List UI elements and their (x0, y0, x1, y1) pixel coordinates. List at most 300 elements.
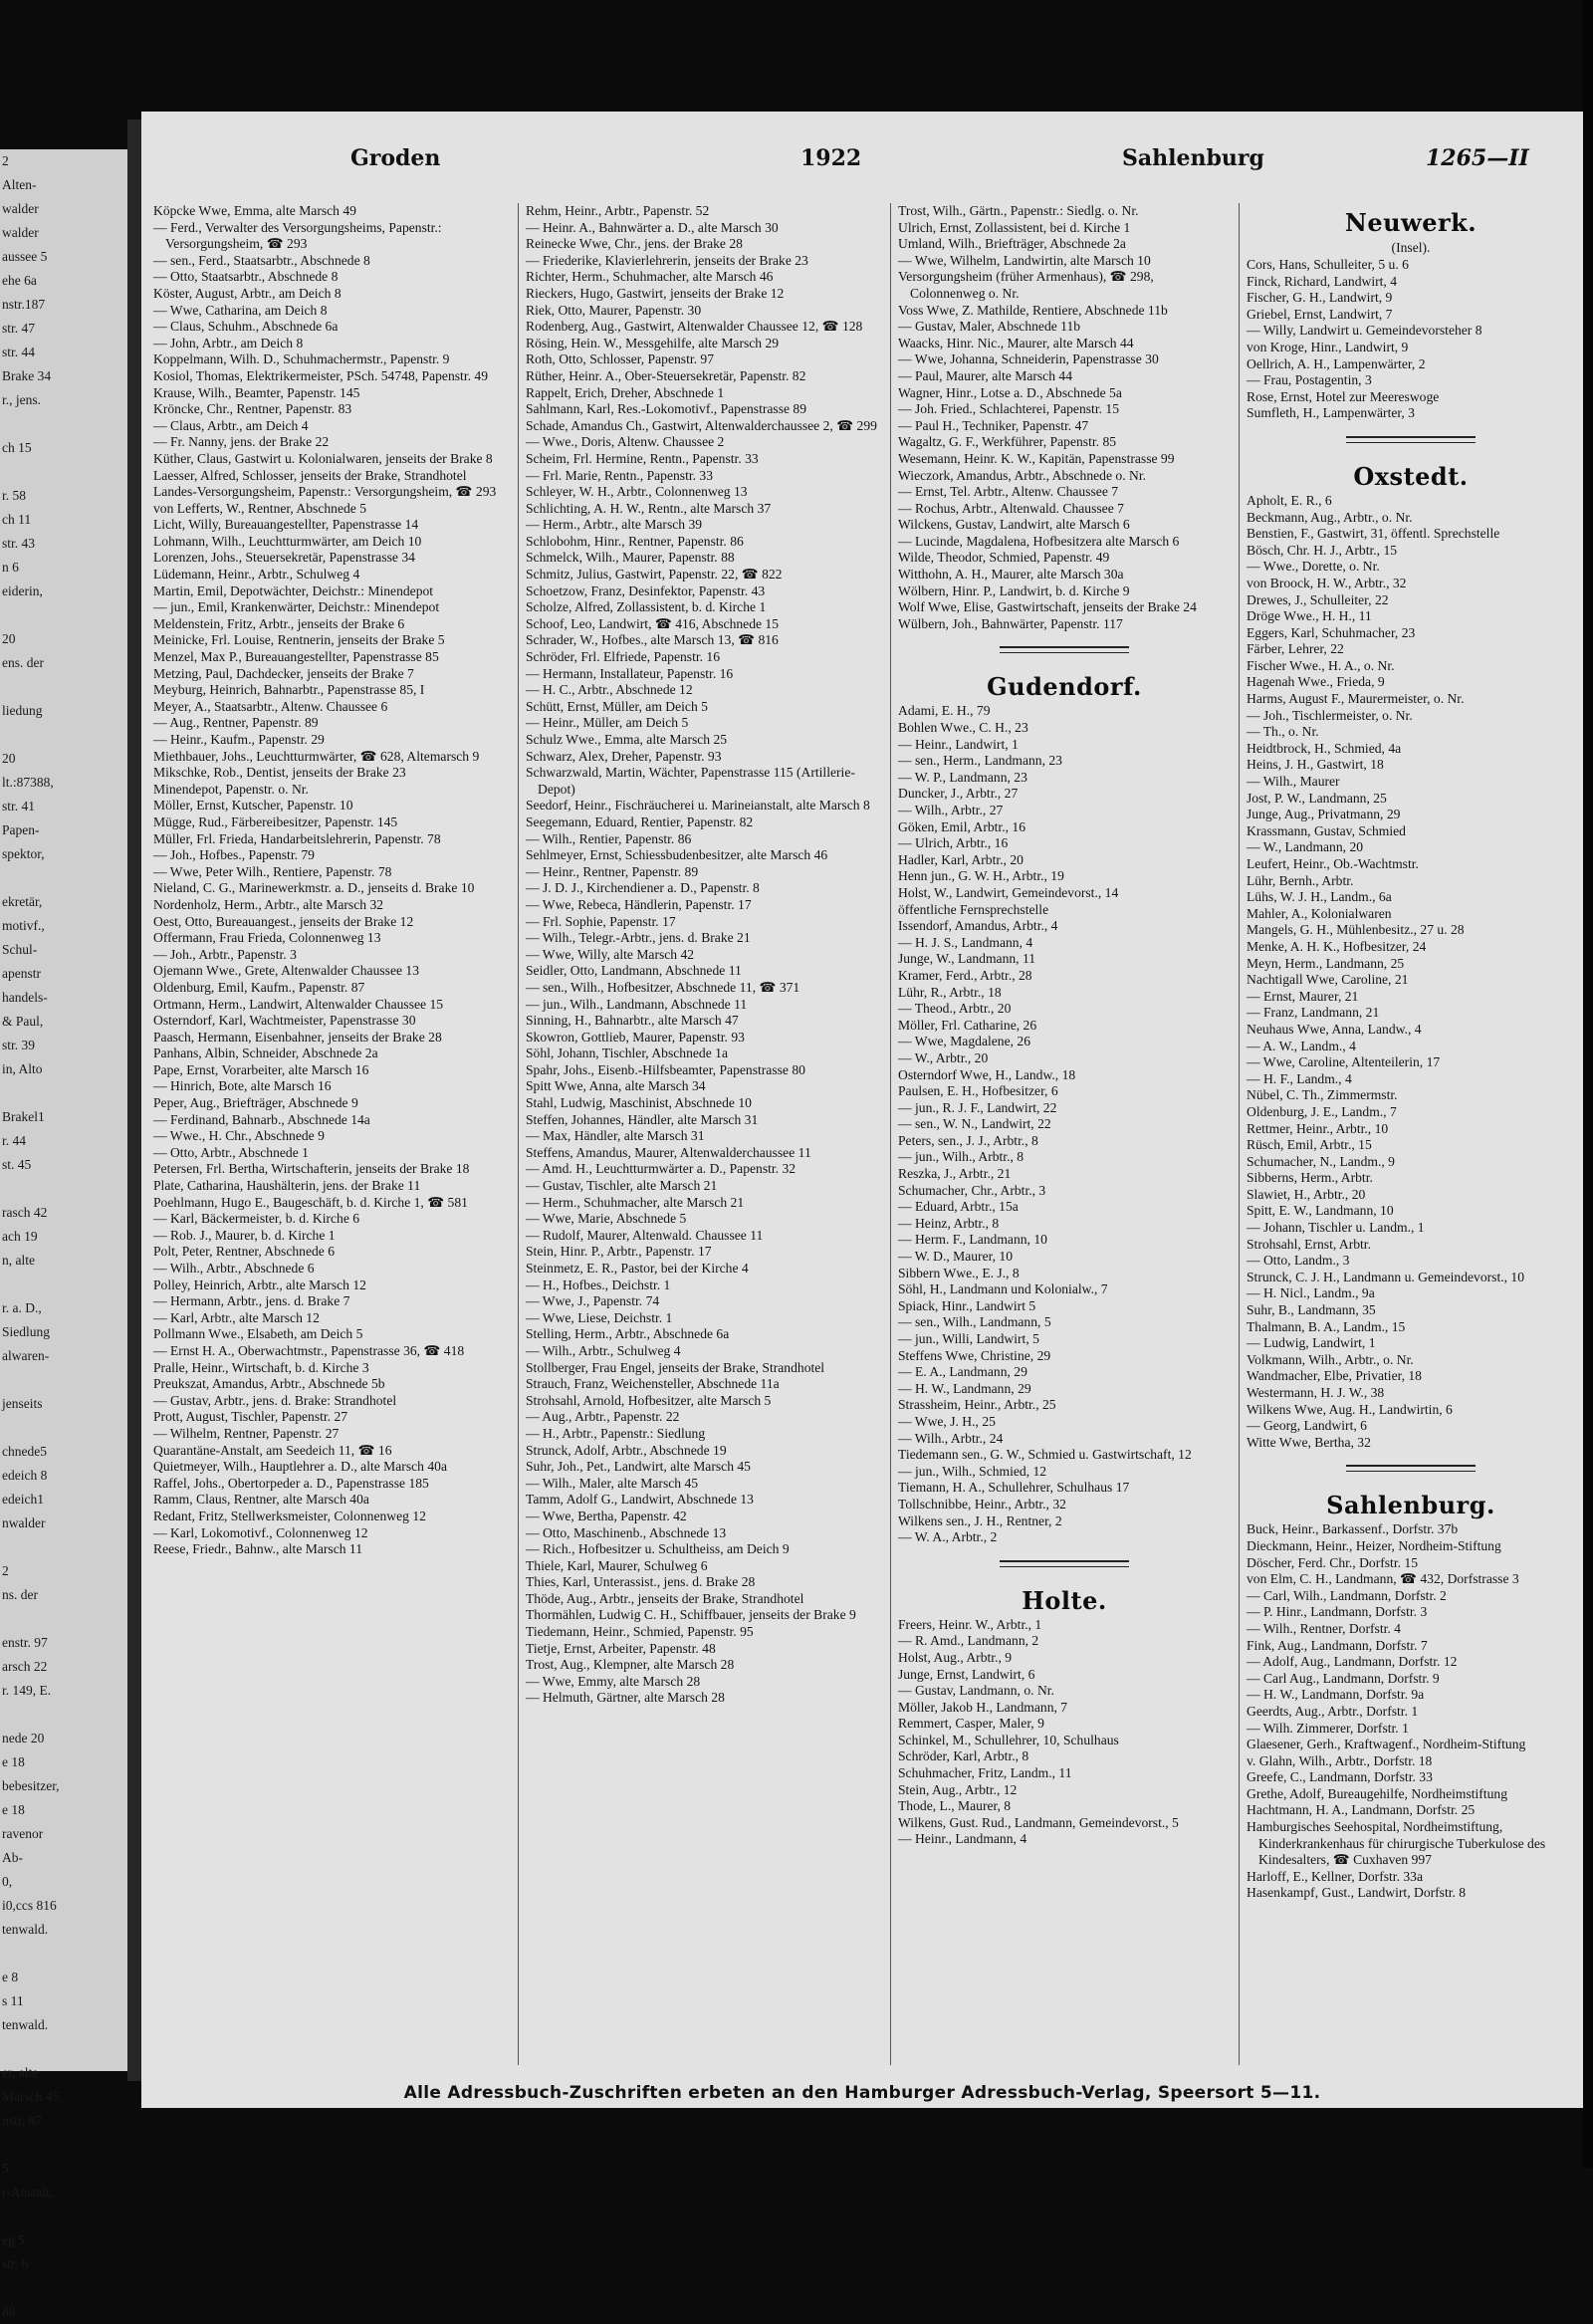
left-page-fragment (0, 1081, 127, 1105)
section-title-neuwerk: Neuwerk. (1344, 208, 1478, 237)
directory-entry: Finck, Richard, Landwirt, 4 (1247, 273, 1398, 289)
directory-entry: — Ferd., Verwalter des Versorgungsheims, Papenstr.: Versorgungsheim, ☎ 293 (153, 219, 442, 252)
directory-entry: — H., Arbtr., Papenstr.: Siedlung (526, 1425, 706, 1441)
directory-entry: Schoetzow, Franz, Desinfektor, Papenstr. 43 (526, 582, 766, 598)
directory-entry: Steffens, Amandus, Maurer, Altenwalderchaussee 11 (526, 1144, 811, 1160)
directory-entry: Leufert, Heinr., Ob.-Wachtmstr. (1247, 856, 1419, 871)
directory-entry: — Gustav, Maler, Abschnede 11b (898, 319, 1081, 335)
directory-entry: Stelling, Herm., Arbtr., Abschnede 6a (526, 1326, 730, 1342)
directory-entry: Grethe, Adolf, Bureaugehilfe, Nordheimstiftung (1247, 1785, 1507, 1801)
directory-entry: Schlichting, A. H. W., Rentn., alte Marsch 37 (526, 500, 772, 516)
directory-entry: — Ernst, Maurer, 21 (1247, 988, 1359, 1004)
directory-entry: — jun., Wilh., Landmann, Abschnede 11 (526, 996, 748, 1012)
left-page-fragment: st. 45 (2, 1157, 32, 1172)
directory-entry: Meyer, A., Staatsarbtr., Altenw. Chaussee 6 (153, 698, 388, 714)
left-page-fragment: 2 (2, 1563, 9, 1578)
directory-entry: Schwarzwald, Martin, Wächter, Papenstrasse 115 (Artillerie-Depot) (526, 765, 855, 797)
directory-entry: Mügge, Rud., Färbereibesitzer, Papenstr. 145 (153, 813, 398, 829)
section-subtitle-neuwerk: (Insel). (1391, 240, 1431, 255)
directory-entry: Minendepot, Papenstr. o. Nr. (153, 781, 309, 797)
directory-entry: Trost, Wilh., Gärtn., Papenstr.: Siedlg. o. Nr. (898, 203, 1139, 218)
left-page-fragment: 20 (2, 631, 16, 646)
left-page-fragment: chnede5 (2, 1444, 47, 1459)
directory-entry: Schleyer, W. H., Arbtr., Colonnenweg 13 (526, 484, 748, 500)
left-page-fragment: arsch 22 (2, 1659, 48, 1674)
left-page-fragment: e 18 (2, 1754, 25, 1769)
directory-entry: Reese, Friedr., Bahnw., alte Marsch 11 (153, 1541, 363, 1557)
left-page-fragment: str. 44 (2, 345, 36, 359)
left-page-fragment: aussee 5 (2, 249, 48, 264)
directory-entry: Reszka, J., Arbtr., 21 (898, 1166, 1012, 1182)
left-page-fragment: r-Anstalt, (2, 2185, 54, 2200)
directory-entry: — Aug., Arbtr., Papenstr. 22 (526, 1409, 680, 1425)
directory-entry: — Claus, Schuhm., Abschnede 6a (153, 319, 339, 335)
directory-entry: — John, Arbtr., am Deich 8 (153, 335, 304, 350)
directory-entry: — sen., W. N., Landwirt, 22 (898, 1116, 1051, 1132)
directory-entry: Thies, Karl, Unterassist., jens. d. Brake 28 (526, 1574, 756, 1590)
left-page-fragment: Brakel1 (2, 1109, 45, 1124)
left-page-fragment: i0,ccs 816 (2, 1898, 57, 1913)
left-page-fragment: e 18 (2, 1802, 25, 1817)
directory-entry: — Wilh., Arbtr., Abschnede 6 (153, 1261, 315, 1276)
directory-entry: Mahler, A., Kolonialwaren (1247, 905, 1392, 921)
directory-entry: Krassmann, Gustav, Schmied (1247, 822, 1406, 838)
column-1 (153, 203, 510, 2065)
left-page-fragment: str. 6 (2, 2256, 29, 2271)
directory-entry: — Hermann, Arbtr., jens. d. Brake 7 (153, 1293, 350, 1309)
directory-entry: — Wwe, Bertha, Papenstr. 42 (526, 1508, 687, 1523)
directory-entry: — Wwe, J. H., 25 (898, 1413, 996, 1429)
directory-entry: Koppelmann, Wilh. D., Schuhmachermstr., Papenstr. 9 (153, 351, 450, 367)
directory-entry: Greefe, C., Landmann, Dorfstr. 33 (1247, 1769, 1433, 1785)
directory-entry: — Wwe, Magdalene, 26 (898, 1034, 1031, 1049)
directory-entry: Versorgungsheim (früher Armenhaus), ☎ 298, Colonnenweg o. Nr. (898, 269, 1154, 301)
directory-entry: — Wwe, Wilhelm, Landwirtin, alte Marsch 10 (898, 252, 1151, 268)
left-page-fragment: apenstr (2, 966, 41, 981)
directory-entry: Junge, W., Landmann, 11 (898, 951, 1036, 967)
directory-entry: Riek, Otto, Maurer, Papenstr. 30 (526, 302, 702, 318)
directory-entry: Junge, Aug., Privatmann, 29 (1247, 807, 1401, 822)
left-page-fragment (0, 1177, 127, 1201)
directory-entry: Skowron, Gottlieb, Maurer, Papenstr. 93 (526, 1029, 745, 1045)
directory-entry: Junge, Ernst, Landwirt, 6 (898, 1666, 1035, 1682)
directory-entry: Tollschnibbe, Heinr., Arbtr., 32 (898, 1496, 1066, 1511)
directory-entry: — Lucinde, Magdalena, Hofbesitzera alte Marsch 6 (898, 533, 1180, 549)
directory-entry: — Carl, Wilh., Landmann, Dorfstr. 2 (1247, 1587, 1447, 1603)
directory-entry: Holst, W., Landwirt, Gemeindevorst., 14 (898, 884, 1119, 900)
directory-entry: — Wilh., Rentier, Papenstr. 86 (526, 830, 692, 846)
left-page-fragment: ach 19 (2, 1229, 38, 1244)
directory-entry: Wülbern, Joh., Bahnwärter, Papenstr. 117 (898, 615, 1123, 631)
directory-entry: Poehlmann, Hugo E., Baugeschäft, b. d. Kirche 1, ☎ 581 (153, 1194, 468, 1210)
directory-entry: Freers, Heinr. W., Arbtr., 1 (898, 1616, 1042, 1632)
directory-entry: Polt, Peter, Rentner, Abschnede 6 (153, 1244, 336, 1260)
directory-entry: Glaesener, Gerh., Kraftwagenf., Nordheim-Stiftung (1247, 1737, 1526, 1752)
column-divider (890, 203, 891, 2065)
left-page-fragment: ehe 6a (2, 273, 37, 288)
scan-edge (1583, 0, 1593, 2168)
left-page-fragment: edeich 8 (2, 1468, 48, 1483)
section-divider (1000, 1560, 1129, 1567)
left-page-fragment: 0, (2, 1874, 13, 1889)
directory-entry: Remmert, Casper, Maler, 9 (898, 1716, 1044, 1732)
directory-entry: Rüsch, Emil, Arbtr., 15 (1247, 1137, 1372, 1153)
directory-entry: Schumacher, Chr., Arbtr., 3 (898, 1182, 1046, 1198)
directory-entry: Laesser, Alfred, Schlosser, jenseits der Brake, Strandhotel (153, 467, 467, 483)
footer-notice: Alle Adressbuch-Zuschriften erbeten an den Hamburger Adressbuch-Verlag, Speersort 5—11. (403, 2083, 1321, 2103)
directory-entry: Oest, Otto, Bureauangest., jenseits der Brake 12 (153, 913, 414, 929)
directory-entry: Müller, Frl. Frieda, Handarbeitslehrerin, Papenstr. 78 (153, 830, 441, 846)
directory-entry: Meinicke, Frl. Louise, Rentnerin, jenseits der Brake 5 (153, 632, 445, 648)
directory-entry: Lorenzen, Johs., Steuersekretär, Papenstrasse 34 (153, 550, 415, 566)
directory-entry: Schmelck, Wilh., Maurer, Papenstr. 88 (526, 550, 735, 566)
directory-entry: Thode, L., Maurer, 8 (898, 1798, 1012, 1814)
directory-entry: Heins, J. H., Gastwirt, 18 (1247, 757, 1384, 773)
directory-entry: — H. J. S., Landmann, 4 (898, 934, 1033, 950)
left-page-fragment: walder (2, 225, 39, 240)
left-page-fragment: jenseits (2, 1396, 43, 1411)
left-page-fragment: in, Alto (2, 1061, 43, 1076)
directory-entry: Meyburg, Heinrich, Bahnarbtr., Papenstrasse 85, I (153, 682, 425, 698)
directory-entry: Lühr, Bernh., Arbtr. (1247, 872, 1354, 888)
directory-entry: — sen., Wilh., Hofbesitzer, Abschnede 11, ☎ 371 (526, 979, 800, 995)
section-gudendorf (898, 703, 1231, 1545)
directory-entry: — Paul, Maurer, alte Marsch 44 (898, 367, 1072, 383)
directory-entry: — jun., Emil, Krankenwärter, Deichstr.: Minendepot (153, 599, 440, 615)
directory-entry: — Rob. J., Maurer, b. d. Kirche 1 (153, 1227, 336, 1243)
directory-entry: von Broock, H. W., Arbtr., 32 (1247, 575, 1407, 590)
section-divider (1346, 436, 1476, 443)
directory-entry: — Helmuth, Gärtner, alte Marsch 28 (526, 1690, 725, 1706)
directory-entry: Nordenholz, Herm., Arbtr., alte Marsch 32 (153, 896, 384, 912)
left-page-fragment: nstr.187 (2, 297, 46, 312)
left-page-fragment: Brake 34 (2, 368, 52, 383)
directory-entry: Seegemann, Eduard, Rentier, Papenstr. 82 (526, 813, 754, 829)
directory-entry: Meldenstein, Fritz, Arbtr., jenseits der Brake 6 (153, 615, 405, 631)
directory-entry: Schulz Wwe., Emma, alte Marsch 25 (526, 732, 728, 747)
book-gutter (127, 119, 141, 2081)
directory-entry: Landes-Versorgungsheim, Papenstr.: Versorgungsheim, ☎ 293 (153, 484, 497, 500)
directory-entry: Ojemann Wwe., Grete, Altenwalder Chaussee 13 (153, 963, 420, 979)
directory-entry: — Heinr. A., Bahnwärter a. D., alte Marsch 30 (526, 219, 779, 235)
directory-entry: Redant, Fritz, Stellwerksmeister, Colonnenweg 12 (153, 1508, 426, 1523)
left-page-fragment (0, 412, 127, 436)
left-page-fragment: 20 (2, 751, 16, 766)
directory-entry: — Wwe., H. Chr., Abschnede 9 (153, 1128, 325, 1144)
directory-entry: Söhl, Johann, Tischler, Abschnede 1a (526, 1046, 728, 1061)
section-oxstedt (1247, 493, 1575, 1451)
directory-entry: Schlobohm, Hinr., Rentner, Papenstr. 86 (526, 533, 744, 549)
directory-entry: Suhr, Joh., Pet., Landwirt, alte Marsch 45 (526, 1459, 751, 1475)
directory-entry: — jun., Wilh., Schmied, 12 (898, 1463, 1047, 1479)
left-page-fragment (0, 1703, 127, 1727)
directory-entry: Schuhmacher, Fritz, Landm., 11 (898, 1765, 1072, 1781)
directory-entry: Scheim, Frl. Hermine, Rentn., Papenstr. 33 (526, 450, 759, 466)
section-sahlenburg (1247, 1521, 1575, 1902)
section-title-holte: Holte. (1022, 1585, 1107, 1615)
directory-entry: — Herm., Arbtr., alte Marsch 39 (526, 517, 703, 533)
directory-entry: — Otto, Landm., 3 (1247, 1253, 1350, 1269)
directory-entry: Wölbern, Hinr. P., Landwirt, b. d. Kirche 9 (898, 582, 1130, 598)
directory-entry: — Otto, Maschinenb., Abschnede 13 (526, 1524, 727, 1540)
left-page-fragment: tenwald. (2, 1922, 49, 1937)
directory-entry: Wolf Wwe, Elise, Gastwirtschaft, jenseits der Brake 24 (898, 599, 1197, 615)
directory-entry: Spitt, E. W., Landmann, 10 (1247, 1203, 1394, 1219)
directory-entry: Richter, Herm., Schuhmacher, alte Marsch 46 (526, 269, 774, 285)
directory-entry: — E. A., Landmann, 29 (898, 1364, 1027, 1380)
directory-entry: Thöde, Aug., Arbtr., jenseits der Brake, Strandhotel (526, 1590, 804, 1606)
directory-entry: — Theod., Arbtr., 20 (898, 1001, 1012, 1017)
directory-entry: Metzing, Paul, Dachdecker, jenseits der Brake 7 (153, 665, 414, 681)
left-page-fragment: nstr. 87 (2, 2113, 42, 2128)
directory-entry: — Aug., Rentner, Papenstr. 89 (153, 715, 319, 731)
directory-entry: Neuhaus Wwe, Anna, Landw., 4 (1247, 1021, 1422, 1037)
left-page-fragment: str. 39 (2, 1038, 36, 1052)
directory-entry: — Gustav, Landmann, o. Nr. (898, 1683, 1054, 1699)
directory-entry: Martin, Emil, Depotwächter, Deichstr.: Minendepot (153, 582, 434, 598)
left-page-fragment: Alten- (2, 177, 37, 192)
directory-entry: Lohmann, Wilh., Leuchtturmwärter, am Deich 10 (153, 533, 422, 549)
directory-entry: Kröncke, Chr., Rentner, Papenstr. 83 (153, 401, 352, 417)
directory-entry: Polley, Heinrich, Arbtr., alte Marsch 12 (153, 1277, 366, 1292)
directory-entry: — R. Amd., Landmann, 2 (898, 1633, 1039, 1649)
directory-entry: — W., Landmann, 20 (1247, 839, 1364, 855)
head-right-town: Sahlenburg (1122, 145, 1264, 171)
directory-entry: — Georg, Landwirt, 6 (1247, 1418, 1367, 1434)
left-page-fragment: Papen- (2, 822, 40, 837)
left-page-edge (0, 149, 127, 2319)
directory-entry: Strunck, Adolf, Arbtr., Abschnede 19 (526, 1442, 727, 1458)
directory-entry: Hachtmann, H. A., Landmann, Dorfstr. 25 (1247, 1802, 1476, 1818)
directory-entry: — Wwe, Emmy, alte Marsch 28 (526, 1673, 701, 1689)
left-page-fragment: ch 15 (2, 440, 32, 455)
directory-entry: Sibberns, Herm., Arbtr. (1247, 1170, 1373, 1186)
directory-entry: Rieckers, Hugo, Gastwirt, jenseits der Brake 12 (526, 285, 785, 301)
directory-entry: Duncker, J., Arbtr., 27 (898, 786, 1019, 802)
directory-entry: — Johann, Tischler u. Landm., 1 (1247, 1220, 1425, 1236)
left-page-fragment: liedung (2, 703, 43, 718)
directory-entry: — Rich., Hofbesitzer u. Schultheiss, am Deich 9 (526, 1541, 790, 1557)
directory-entry: Slawiet, H., Arbtr., 20 (1247, 1186, 1366, 1202)
directory-entry: Plate, Catharina, Haushälterin, jens. der Brake 11 (153, 1178, 421, 1194)
directory-entry: — Amd. H., Leuchtturmwärter a. D., Papenstr. 32 (526, 1161, 796, 1177)
directory-entry: — Wwe., Doris, Altenw. Chaussee 2 (526, 434, 725, 450)
directory-entry: — Herm., Schuhmacher, alte Marsch 21 (526, 1194, 745, 1210)
directory-entry: — Wwe, Marie, Abschnede 5 (526, 1211, 687, 1227)
left-page-fragment (0, 1535, 127, 1559)
directory-entry: — Ulrich, Arbtr., 16 (898, 835, 1009, 851)
directory-entry: von Kroge, Hinr., Landwirt, 9 (1247, 339, 1409, 354)
directory-entry: Paasch, Hermann, Eisenbahner, jenseits der Brake 28 (153, 1029, 442, 1045)
directory-entry: — Herm. F., Landmann, 10 (898, 1232, 1047, 1248)
directory-entry: Strohsahl, Ernst, Arbtr. (1247, 1236, 1371, 1252)
directory-entry: — sen., Herm., Landmann, 23 (898, 753, 1062, 769)
directory-entry: Pape, Ernst, Vorarbeiter, alte Marsch 16 (153, 1061, 369, 1077)
left-page-fragment: 2 (2, 153, 9, 168)
directory-entry: Panhans, Albin, Schneider, Abschnede 2a (153, 1046, 378, 1061)
left-page-fragment: 88 (2, 2304, 16, 2319)
directory-entry: Oldenburg, J. E., Landm., 7 (1247, 1103, 1397, 1119)
directory-entry: Schütt, Ernst, Müller, am Deich 5 (526, 698, 708, 714)
directory-entry: — Wilhelm, Rentner, Papenstr. 27 (153, 1425, 340, 1441)
left-page-fragment: eiderin, (2, 583, 43, 598)
directory-entry: Göken, Emil, Arbtr., 16 (898, 818, 1025, 834)
directory-entry: Schrader, W., Hofbes., alte Marsch 13, ☎ 816 (526, 632, 779, 648)
directory-entry: Spiack, Hinr., Landwirt 5 (898, 1297, 1036, 1313)
head-page-number: 1265—II (1426, 145, 1529, 171)
running-head (141, 141, 1583, 181)
directory-entry: öffentliche Fernsprechstelle (898, 901, 1049, 917)
directory-entry: — Ferdinand, Bahnarb., Abschnede 14a (153, 1111, 370, 1127)
directory-entry: Wilkens Wwe, Aug. H., Landwirtin, 6 (1247, 1401, 1453, 1417)
directory-entry: Ortmann, Herm., Landwirt, Altenwalder Chaussee 15 (153, 996, 444, 1012)
directory-entry: Voss Wwe, Z. Mathilde, Rentiere, Abschnede 11b (898, 302, 1168, 318)
left-page-fragment (0, 1273, 127, 1296)
left-page-fragment: e 8 (2, 1970, 19, 1984)
directory-entry: Raffel, Johs., Obertorpeder a. D., Papenstrasse 185 (153, 1475, 429, 1491)
column-2 (526, 203, 882, 2065)
directory-entry: Wagaltz, G. F., Werkführer, Papenstr. 85 (898, 434, 1117, 450)
directory-entry: Thalmann, B. A., Landm., 15 (1247, 1318, 1406, 1334)
directory-entry: Fischer, G. H., Landwirt, 9 (1247, 290, 1393, 306)
directory-entry: Söhl, H., Landmann und Kolonialw., 7 (898, 1281, 1108, 1297)
directory-entry: — Wwe, J., Papenstr. 74 (526, 1293, 660, 1309)
directory-entry: Schmitz, Julius, Gastwirt, Papenstr. 22, ☎ 822 (526, 567, 783, 582)
head-year: 1922 (800, 145, 862, 171)
directory-entry: — Wwe, Willy, alte Marsch 42 (526, 946, 695, 962)
directory-entry: — Ernst, Tel. Arbtr., Altenw. Chaussee 7 (898, 484, 1119, 500)
directory-entry: — Rochus, Arbtr., Altenwald. Chaussee 7 (898, 500, 1124, 516)
directory-entry: — Wilh., Rentner, Dorfstr. 4 (1247, 1620, 1401, 1636)
column-divider (518, 203, 519, 2065)
directory-entry: Strunck, C. J. H., Landmann u. Gemeindevorst., 10 (1247, 1269, 1525, 1284)
directory-entry: Griebel, Ernst, Landwirt, 7 (1247, 306, 1393, 322)
directory-entry: — Adolf, Aug., Landmann, Dorfstr. 12 (1247, 1654, 1458, 1670)
left-page-fragment: n, alte (2, 1253, 35, 1268)
directory-entry: Wandmacher, Elbe, Privatier, 18 (1247, 1368, 1422, 1384)
directory-entry: — Heinr., Rentner, Papenstr. 89 (526, 863, 699, 879)
directory-entry: Fink, Aug., Landmann, Dorfstr. 7 (1247, 1637, 1428, 1653)
directory-entry: — Eduard, Arbtr., 15a (898, 1199, 1019, 1215)
directory-entry: Fischer Wwe., H. A., o. Nr. (1247, 657, 1395, 673)
left-page-fragment: nwalder (2, 1515, 46, 1530)
directory-entry: Möller, Frl. Catharine, 26 (898, 1017, 1037, 1033)
directory-entry: Schoof, Leo, Landwirt, ☎ 416, Abschnede 15 (526, 615, 780, 631)
directory-entry: — Franz, Landmann, 21 (1247, 1005, 1380, 1021)
directory-entry: Peters, sen., J. J., Arbtr., 8 (898, 1132, 1038, 1148)
directory-entry: — W. P., Landmann, 23 (898, 769, 1027, 785)
left-page-fragment: ekretär, (2, 894, 43, 909)
directory-entry: Henn jun., G. W. H., Arbtr., 19 (898, 868, 1064, 884)
left-page-fragment (0, 2276, 127, 2300)
directory-entry: Pollmann Wwe., Elsabeth, am Deich 5 (153, 1326, 363, 1342)
directory-entry: — Wwe, Catharina, am Deich 8 (153, 302, 328, 318)
directory-entry: Wagner, Hinr., Lotse a. D., Abschnede 5a (898, 384, 1122, 400)
directory-entry: Wilkens sen., J. H., Rentner, 2 (898, 1512, 1062, 1528)
directory-entry: Quarantäne-Anstalt, am Seedeich 11, ☎ 16 (153, 1442, 392, 1458)
left-page-fragment: handels- (2, 990, 48, 1005)
left-page-fragment: ch 11 (2, 512, 32, 527)
directory-entry: Bohlen Wwe., C. H., 23 (898, 720, 1028, 736)
directory-entry: Wilkens, Gust. Rud., Landmann, Gemeindevorst., 5 (898, 1814, 1179, 1830)
directory-entry: — Frl. Marie, Rentn., Papenstr. 33 (526, 467, 714, 483)
directory-entry: Ulrich, Ernst, Zollassistent, bei d. Kirche 1 (898, 219, 1131, 235)
directory-entry: Nachtigall Wwe, Caroline, 21 (1247, 972, 1409, 988)
directory-entry: Strauch, Franz, Weichensteller, Abschnede 11a (526, 1376, 780, 1392)
left-page-fragment: rasch 42 (2, 1205, 48, 1220)
directory-entry: Buck, Heinr., Barkassenf., Dorfstr. 37b (1247, 1521, 1459, 1537)
left-page-fragment: ravenor (2, 1826, 44, 1841)
directory-entry: Steffens Wwe, Christine, 29 (898, 1347, 1051, 1363)
left-page-fragment: & Paul, (2, 1014, 44, 1029)
directory-entry: Strohsahl, Arnold, Hofbesitzer, alte Marsch 5 (526, 1392, 772, 1408)
left-page-fragment: str. 43 (2, 536, 36, 551)
directory-entry: Oellrich, A. H., Lampenwärter, 2 (1247, 355, 1426, 371)
directory-entry: Schade, Amandus Ch., Gastwirt, Altenwalderchaussee 2, ☎ 299 (526, 417, 877, 433)
directory-entry: — Joh., Hofbes., Papenstr. 79 (153, 847, 315, 863)
left-page-fragment: walder (2, 201, 39, 216)
directory-entry: — Heinr., Kaufm., Papenstr. 29 (153, 732, 325, 747)
directory-entry: Sinning, H., Bahnarbtr., alte Marsch 47 (526, 1013, 739, 1029)
left-page-fragment: alwaren- (2, 1348, 50, 1363)
directory-entry: Miethbauer, Johs., Leuchtturmwärter, ☎ 628, Altemarsch 9 (153, 748, 480, 764)
directory-entry: Harms, August F., Maurermeister, o. Nr. (1247, 691, 1465, 707)
left-page-fragment (0, 460, 127, 484)
left-page-fragment: eg 5 (2, 2232, 25, 2247)
directory-entry: Tiedemann, Heinr., Schmied, Papenstr. 95 (526, 1624, 754, 1640)
left-page-fragment: Schul- (2, 942, 38, 957)
directory-entry: Rappelt, Erich, Dreher, Abschnede 1 (526, 384, 725, 400)
left-page-fragment: r., jens. (2, 392, 41, 407)
directory-entry: — Heinr., Müller, am Deich 5 (526, 715, 689, 731)
left-page-fragment: motivf., (2, 918, 45, 933)
directory-entry: Krause, Wilh., Beamter, Papenstr. 145 (153, 384, 360, 400)
directory-entry: Spahr, Johs., Eisenb.-Hilfsbeamter, Papenstrasse 80 (526, 1061, 805, 1077)
left-page-fragment (0, 2037, 127, 2061)
directory-entry: Schwarz, Alex, Dreher, Papenstr. 93 (526, 748, 722, 764)
directory-entry: — Wwe, Peter Wilh., Rentiere, Papenstr. 78 (153, 863, 392, 879)
directory-entry: Volkmann, Wilh., Arbtr., o. Nr. (1247, 1351, 1414, 1367)
directory-entry: — H. Nicl., Landm., 9a (1247, 1285, 1375, 1301)
directory-entry: Rösing, Hein. W., Messgehilfe, alte Marsch 29 (526, 335, 780, 350)
directory-entry: Strassheim, Heinr., Arbtr., 25 (898, 1397, 1056, 1413)
directory-entry: — Wilh., Telegr.-Arbtr., jens. d. Brake 21 (526, 930, 751, 946)
directory-entry: — Wilh., Arbtr., Schulweg 4 (526, 1342, 681, 1358)
column-3 (898, 203, 1231, 2065)
directory-entry: — J. D. J., Kirchendiener a. D., Papenstr. 8 (526, 880, 760, 896)
directory-entry: Trost, Aug., Klempner, alte Marsch 28 (526, 1657, 735, 1673)
directory-entry: — W. D., Maurer, 10 (898, 1249, 1013, 1265)
directory-entry: Rose, Ernst, Hotel zur Meereswoge (1247, 388, 1440, 404)
left-page-fragment: str. 41 (2, 799, 36, 813)
directory-entry: — Wwe., Dorette, o. Nr. (1247, 559, 1380, 575)
section-divider (1000, 646, 1129, 653)
directory-entry: — Ernst H. A., Oberwachtmstr., Papenstrasse 36, ☎ 418 (153, 1342, 465, 1358)
directory-entry: Menzel, Max P., Bureauangestellter, Papenstrasse 85 (153, 649, 439, 665)
directory-entry: Dröge Wwe., H. H., 11 (1247, 608, 1372, 624)
left-page-fragment (0, 2205, 127, 2228)
left-page-fragment: r. 149, E. (2, 1683, 52, 1698)
directory-entry: — Karl, Bäckermeister, b. d. Kirche 6 (153, 1211, 360, 1227)
directory-entry: — Joh., Tischlermeister, o. Nr. (1247, 707, 1413, 723)
section-title-gudendorf: Gudendorf. (987, 672, 1142, 702)
directory-entry: Thiele, Karl, Maurer, Schulweg 6 (526, 1557, 708, 1573)
directory-page (141, 112, 1583, 2108)
directory-entry: Nieland, C. G., Marinewerkmstr. a. D., jenseits d. Brake 10 (153, 880, 475, 896)
directory-entry: — Gustav, Tischler, alte Marsch 21 (526, 1178, 718, 1194)
directory-entry: Steinmetz, E. R., Pastor, bei der Kirche 4 (526, 1261, 749, 1276)
column-divider (1239, 203, 1240, 2065)
